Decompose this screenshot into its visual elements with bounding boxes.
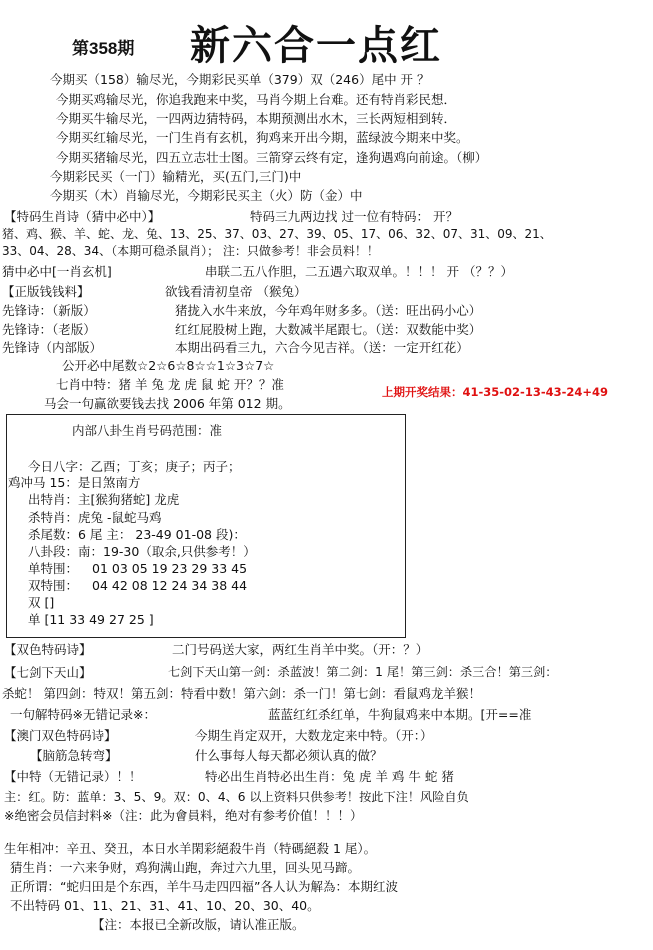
pioneer-poem-new-tag: 先锋诗：（新版） <box>2 303 96 318</box>
dan-te-numbers: 01 03 05 19 23 29 33 45 <box>92 561 248 576</box>
bottom-line-1: 生年相冲：辛丑、癸丑，本日水羊閑彩絕殺牛肖（特碼絕殺 1 尾）。 <box>4 841 377 856</box>
guess-tag: 猜中必中[一肖玄机] <box>2 264 112 279</box>
one-sentence-text: 蓝蓝红红杀红单，牛狗鼠鸡来中本期。[开==准 <box>268 707 532 722</box>
one-sentence-tag: 一句解特码※无错记录※： <box>10 707 156 722</box>
intro-line-2: 今期买鸡输尽光，你追我跑来中奖，马肖今期上台难。还有特肖彩民想． <box>56 92 457 107</box>
dan-line: 单 [11 33 49 27 25 ] <box>28 612 154 627</box>
bottom-line-2: 猜生肖：一六来争财，鸡狗满山跑，奔过六九里，回头见马蹄。 <box>10 860 361 875</box>
bottom-line-3: 正所谓：“蛇归田是个东西，羊牛马走四四福”各人认为解為：本期红波 <box>10 879 398 894</box>
shuang-te-label: 双特围： <box>28 578 79 593</box>
pioneer-poem-internal-text: 本期出码看三九，六合今见吉祥。（送：一定开红花） <box>175 340 469 355</box>
intro-line-7: 今期买（木）肖输尽光，今期彩民买主（火）防（金）中 <box>50 188 363 203</box>
last-draw-result: 上期开奖结果：41-35-02-13-43-24+49 <box>382 385 609 399</box>
seven-swords-tag: 【七剑下天山】 <box>4 665 92 680</box>
poem-section-tag: 【特码生肖诗（猜中必中）】 <box>4 209 161 224</box>
macau-poem-text: 今期生肖定双开，大数龙定来中特。（开：） <box>195 728 433 743</box>
secret-member-line: ※绝密会员信封料※（注：此为會員料，绝对有参考价值！！！） <box>4 808 363 823</box>
brain-teaser-text: 什么事每人每天都必须认真的做？ <box>195 748 383 763</box>
bazi-line: 今日八字：乙酉；丁亥；庚子；丙子； <box>28 459 241 474</box>
seven-swords-text: 七剑下天山第一剑：杀蓝波！第二剑：1 尾！第三剑：杀三合！第三剑： <box>168 665 558 679</box>
bagua-duan-line: 八卦段：南：19-30（取余,只供参考！） <box>28 544 256 559</box>
intro-line-4: 今期买红输尽光，一门生肖有玄机，狗鸡来开出今期，蓝绿波今期来中奖。 <box>56 130 469 145</box>
intro-line-3: 今期买牛输尽光，一四两边猜特码，本期预测出水木，三长两短相到转． <box>56 111 457 126</box>
horse-club-line: 马会一句赢欲要钱去找 2006 年第 012 期。 <box>44 396 291 411</box>
chu-te-line: 出特肖：主[猴狗猪蛇] 龙虎 <box>28 492 180 507</box>
bagua-box-head: 内部八卦生肖号码范围：准 <box>72 423 223 438</box>
bagua-box <box>6 414 406 638</box>
seven-zodiac: 七肖中特：猪 羊 兔 龙 虎 鼠 蛇 开？？准 <box>56 377 284 392</box>
sha-wei-line: 杀尾数：6 尾 主： 23-49 01-08 段)： <box>28 527 246 542</box>
pioneer-poem-new-text: 猪拢入水牛来放，今年鸡年财多多。（送：旺出码小心） <box>175 303 482 318</box>
zhong-te-text: 特必出生肖特必出生肖：兔 虎 羊 鸡 牛 蛇 猪 <box>205 769 454 784</box>
shuang-line: 双 [] <box>28 595 55 610</box>
dan-te-label: 单特围： <box>28 561 79 576</box>
shuang-te-numbers: 04 42 08 12 24 34 38 44 <box>92 578 248 593</box>
seven-swords-line-2: 杀蛇！ 第四剑：特双！第五剑：特看中数！第六剑：杀一门！第七剑：看鼠鸡龙羊猴！ <box>2 686 481 701</box>
poem-numbers-line-2: 33、04、28、34、（本期可稳杀鼠肖）； 注：只做参考！非会员料！！ <box>2 244 379 258</box>
issue-number: 第358期 <box>72 39 135 58</box>
intro-line-6: 今期彩民买（一门）输精光，买(五门,三门)中 <box>50 169 302 184</box>
sha-te-line: 杀特肖：虎兔 -鼠蛇马鸡 <box>28 510 162 525</box>
poem-numbers-line-1: 猪、鸡、猴、羊、蛇、龙、兔、13、25、37、03、27、39、05、17、06、32、07、31、09、21、 <box>2 227 552 241</box>
intro-line-5: 今期买猪输尽光，四五立志壮士图。三箭穿云终有定，逢狗遇鸡向前途。（柳） <box>56 150 488 165</box>
macau-poem-tag: 【澳门双色特码诗】 <box>4 728 117 743</box>
poem-section-hint: 特码三九两边找 过一位有特码： 开？ <box>250 209 458 224</box>
tail-numbers: 公开必中尾数☆2☆6☆8☆☆1☆3☆7☆ <box>62 358 275 373</box>
bottom-line-4: 不出特码 01、11、21、31、41、10、20、30、40。 <box>10 898 320 913</box>
double-color-text: 二门号码送大家，两红生肖羊中奖。（开：？） <box>172 642 429 657</box>
zhong-te-tag: 【中特（无错记录）！！ <box>4 769 142 784</box>
bottom-line-5: 【注：本报已全新改版，请认准正版。 <box>92 917 305 932</box>
guess-text: 串联二五八作胆，二五遇六取双单。！！！ 开 （？？） <box>205 264 513 279</box>
chong-line: 鸡冲马 15：是日煞南方 <box>8 475 141 490</box>
pioneer-poem-old-tag: 先锋诗：（老版） <box>2 322 96 337</box>
main-guard-line: 主：红。防：蓝单：3、5、9。双：0、4、6 以上资料只供参考！按此下注！风险自负 <box>4 790 469 804</box>
pioneer-poem-old-text: 红红屁股树上跑，大数减半尾跟七。（送：双数能中奖） <box>175 322 482 337</box>
intro-line-1: 今期买（158）输尽光，今期彩民买单（379）双（246）尾中 开 ？ <box>50 72 430 87</box>
zhengban-text: 欲钱看清初皇帝 （猴兔） <box>165 284 307 299</box>
pioneer-poem-internal-tag: 先锋诗（内部版） <box>2 340 103 355</box>
page-title: 新六合一点红 <box>190 22 442 69</box>
double-color-tag: 【双色特码诗】 <box>4 642 92 657</box>
brain-teaser-tag: 【脑筋急转弯】 <box>30 748 118 763</box>
zhengban-tag: 【正版钱钱料】 <box>2 284 90 299</box>
